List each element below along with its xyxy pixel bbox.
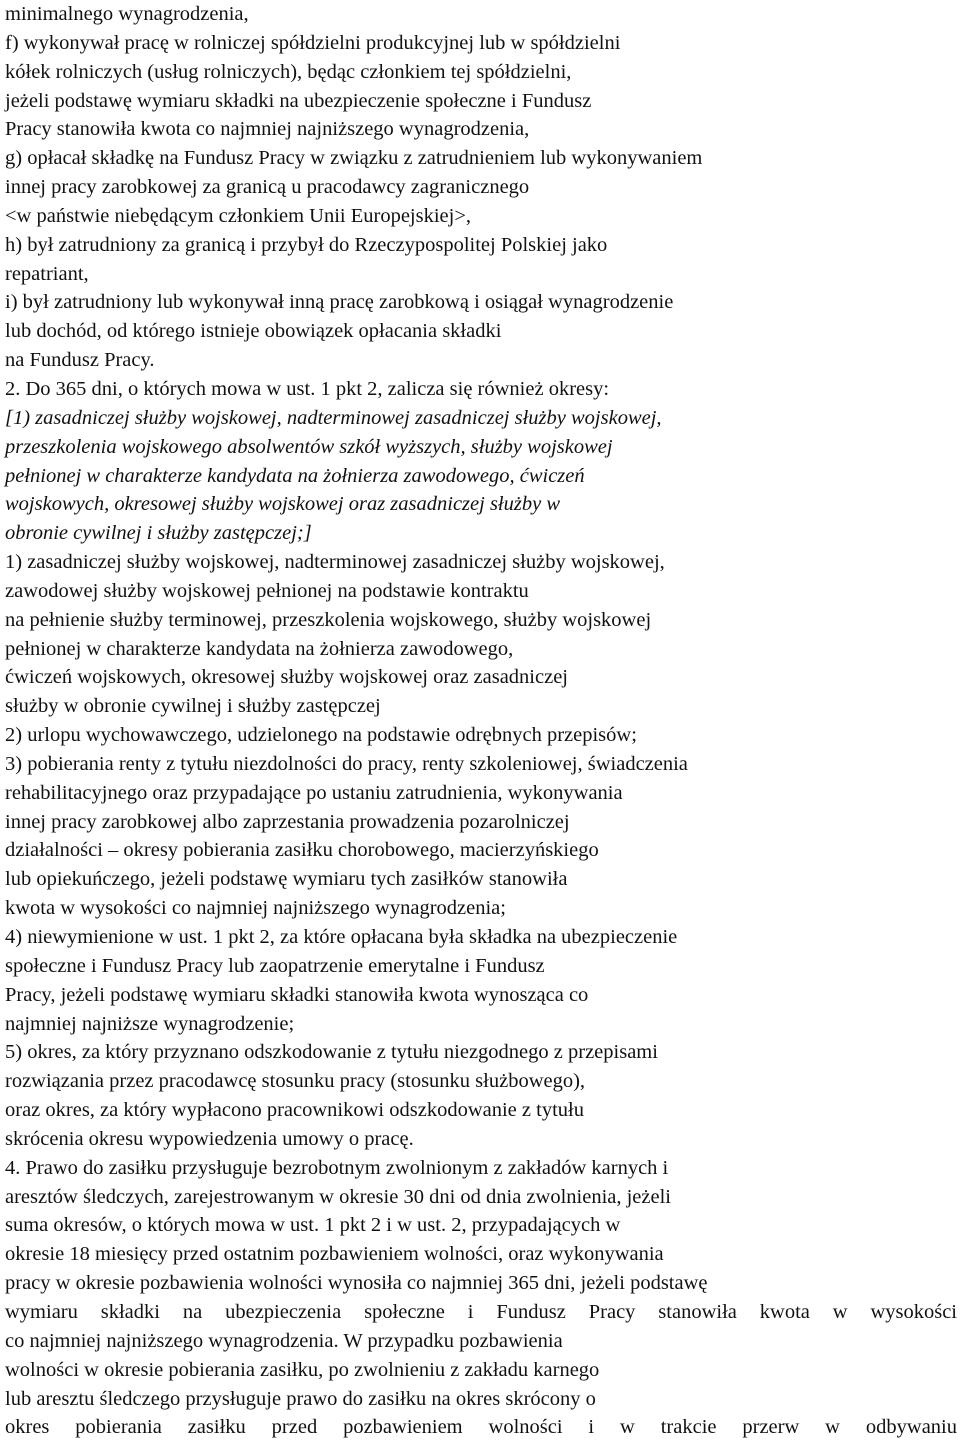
text-line: <w państwie niebędącym członkiem Unii Europejskiej>, — [5, 204, 472, 227]
text-line: 4. Prawo do zasiłku przysługuje bezrobotnym zwolnionym z zakładów karnych i — [5, 1156, 669, 1179]
text-line: 4) niewymienione w ust. 1 pkt 2, za które opłacana była składka na ubezpieczenie — [5, 926, 678, 948]
text-line: rozwiązania przez pracodawcę stosunku pracy (stosunku służbowego), — [5, 1070, 586, 1093]
text-line: kółek rolniczych (usług rolniczych), będąc członkiem tej spółdzielni, — [5, 60, 572, 83]
text-line: na Fundusz Pracy. — [5, 349, 155, 372]
text-line: pracy w okresie pozbawienia wolności wynosiła co najmniej 365 dni, jeżeli podstawę — [5, 1272, 708, 1295]
text-line: jeżeli podstawę wymiaru składki na ubezpieczenie społeczne i Fundusz — [5, 89, 592, 112]
text-line-italic: obronie cywilnej i służby zastępczej;] — [5, 522, 312, 545]
text-line: f) wykonywał pracę w rolniczej spółdzielni produkcyjnej lub w spółdzielni — [5, 31, 621, 54]
text-line: najmniej najniższe wynagrodzenie; — [5, 1012, 295, 1035]
text-line: suma okresów, o których mowa w ust. 1 pkt 2 i w ust. 2, przypadających w — [5, 1214, 621, 1237]
text-line: rehabilitacyjnego oraz przypadające po ustaniu zatrudnienia, wykonywania — [5, 781, 623, 804]
text-line: 5) okres, za który przyznano odszkodowanie z tytułu niezgodnego z przepisami — [5, 1041, 658, 1064]
text-line: pełnionej w charakterze kandydata na żołnierza zawodowego, — [5, 637, 514, 660]
text-line: wolności w okresie pobierania zasiłku, po zwolnieniu z zakładu karnego — [5, 1358, 600, 1381]
text-line: repatriant, — [5, 262, 89, 285]
text-line: g) opłacał składkę na Fundusz Pracy w związku z zatrudnieniem lub wykonywaniem — [5, 147, 703, 170]
text-line: innej pracy zarobkowej albo zaprzestania prowadzenia pozarolniczej — [5, 810, 570, 833]
text-line: Pracy, jeżeli podstawę wymiaru składki stanowiła kwota wynosząca co — [5, 983, 589, 1006]
text-line: minimalnego wynagrodzenia, — [5, 3, 249, 25]
text-line: działalności – okresy pobierania zasiłku chorobowego, macierzyńskiego — [5, 839, 599, 862]
text-line: kwota w wysokości co najmniej najniższego wynagrodzenia; — [5, 897, 506, 920]
text-line-italic: [1) zasadniczej służby wojskowej, nadterminowej zasadniczej służby wojskowej, — [5, 406, 662, 429]
text-line-italic: pełnionej w charakterze kandydata na żołnierza zawodowego, ćwiczeń — [5, 464, 585, 487]
text-line: skrócenia okresu wypowiedzenia umowy o pracę. — [5, 1127, 414, 1150]
text-line: h) był zatrudniony za granicą i przybył do Rzeczypospolitej Polskiej jako — [5, 233, 608, 256]
text-line: lub dochód, od którego istnieje obowiązek opłacania składki — [5, 320, 502, 343]
text-line-italic: przeszkolenia wojskowego absolwentów szkół wyższych, służby wojskowej — [5, 435, 613, 458]
text-line: innej pracy zarobkowej za granicą u pracodawcy zagranicznego — [5, 176, 530, 199]
text-line-justified: wymiaru składki na ubezpieczenia społeczne i Fundusz Pracy stanowiła kwota w wysokości — [5, 1300, 957, 1323]
text-line: aresztów śledczych, zarejestrowanym w okresie 30 dni od dnia zwolnienia, jeżeli — [5, 1185, 671, 1208]
text-line: ćwiczeń wojskowych, okresowej służby wojskowej oraz zasadniczej — [5, 666, 568, 689]
text-line: 3) pobierania renty z tytułu niezdolności do pracy, renty szkoleniowej, świadczenia — [5, 752, 688, 775]
text-line: co najmniej najniższego wynagrodzenia. W przypadku pozbawienia — [5, 1329, 563, 1352]
text-line: 1) zasadniczej służby wojskowej, nadterminowej zasadniczej służby wojskowej, — [5, 551, 665, 574]
text-line: 2) urlopu wychowawczego, udzielonego na podstawie odrębnych przepisów; — [5, 724, 637, 747]
text-line: społeczne i Fundusz Pracy lub zaopatrzenie emerytalne i Fundusz — [5, 954, 545, 977]
text-line: lub aresztu śledczego przysługuje prawo do zasiłku na okres skrócony o — [5, 1387, 596, 1410]
document-body — [5, 0, 957, 1442]
text-line: Pracy stanowiła kwota co najmniej najniższego wynagrodzenia, — [5, 118, 530, 141]
text-line: 2. Do 365 dni, o których mowa w ust. 1 pkt 2, zalicza się również okresy: — [5, 377, 610, 400]
text-line: i) był zatrudniony lub wykonywał inną pracę zarobkową i osiągał wynagrodzenie — [5, 291, 674, 314]
text-line: oraz okres, za który wypłacono pracownikowi odszkodowanie z tytułu — [5, 1099, 584, 1122]
text-line: okresie 18 miesięcy przed ostatnim pozbawieniem wolności, oraz wykonywania — [5, 1243, 664, 1266]
text-line: służby w obronie cywilnej i służby zastępczej — [5, 695, 381, 718]
text-line: na pełnienie służby terminowej, przeszkolenia wojskowego, służby wojskowej — [5, 608, 652, 631]
text-line-italic: wojskowych, okresowej służby wojskowej oraz zasadniczej służby w — [5, 493, 560, 516]
text-line: lub opiekuńczego, jeżeli podstawę wymiaru tych zasiłków stanowiła — [5, 868, 568, 891]
text-line-justified: okres pobierania zasiłku przed pozbawieniem wolności i w trakcie przerw w odbywaniu — [5, 1416, 957, 1439]
text-line: zawodowej służby wojskowej pełnionej na podstawie kontraktu — [5, 579, 529, 602]
